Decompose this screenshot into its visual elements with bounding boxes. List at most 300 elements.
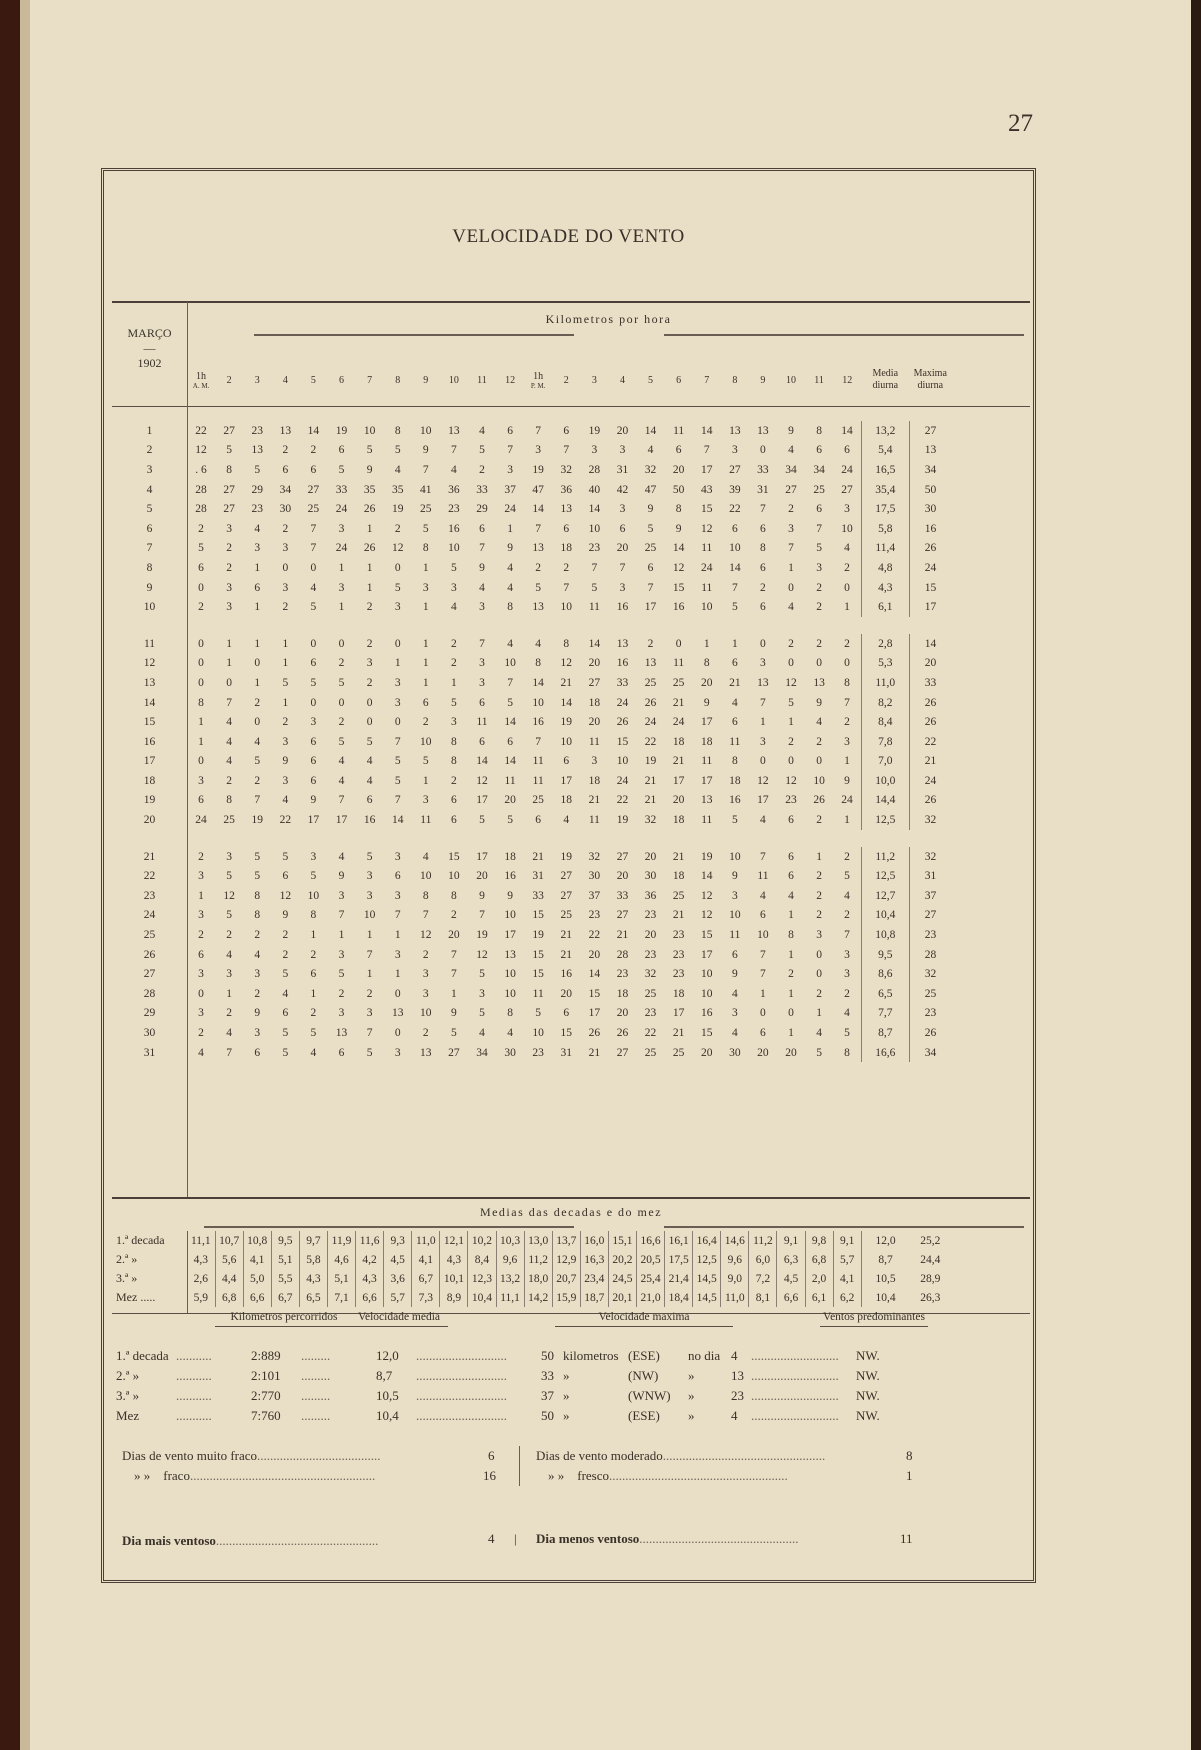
hour-cell: 32	[644, 968, 657, 981]
hour-cell: 3	[731, 444, 738, 457]
hour-cell: 5	[282, 1027, 289, 1040]
table-row	[112, 984, 951, 1004]
hour-cell: 10	[363, 424, 376, 437]
hour-cell: 6	[254, 1046, 261, 1059]
hour-cell: 3	[844, 503, 850, 516]
hour-cell: 25	[532, 794, 544, 807]
hour-cell: 1	[226, 987, 233, 1000]
hour-cell: 1	[198, 889, 204, 902]
hour-cell: 5	[816, 542, 822, 555]
day-cell: 21	[143, 850, 156, 863]
hour-cell: 1	[451, 987, 457, 1000]
summary-direction: (NW)	[628, 1368, 659, 1383]
hour-cell: 6	[788, 814, 794, 827]
hour-cell: 5	[451, 696, 457, 709]
month-label: MARÇO — 1902	[127, 326, 172, 370]
hour-cell: 13	[448, 424, 460, 437]
hour-cell: 9	[647, 503, 654, 516]
hour-cell: 4	[254, 735, 261, 748]
table-row	[112, 441, 951, 461]
hour-cell: 3	[479, 987, 485, 1000]
average-cell: 11,6	[356, 1231, 384, 1250]
hour-cell: 7	[226, 696, 233, 709]
average-cell: 15,9	[552, 1288, 580, 1307]
dia-menos-ventoso-value: 11	[900, 1531, 913, 1546]
average-cell: 16,4	[693, 1231, 721, 1250]
hour-cell: 2	[282, 444, 289, 457]
hour-cell: 31	[560, 1046, 573, 1059]
media-cell: 10,4	[861, 906, 909, 926]
hour-cell: 14	[476, 755, 488, 768]
table-row	[112, 847, 951, 867]
average-cell: 26,3	[920, 1291, 941, 1304]
day-cell: 1	[146, 424, 153, 437]
hour-cell: 7	[788, 542, 794, 555]
hour-cell: 9	[366, 463, 373, 476]
hour-cell: 1	[254, 676, 261, 689]
hour-cell: 7	[394, 794, 401, 807]
hour-cell: 1	[703, 637, 710, 650]
average-cell: 8,9	[440, 1288, 468, 1307]
hour-cell: 32	[560, 463, 573, 476]
hour-cell: 7	[647, 581, 654, 594]
hour-cell: 23	[588, 542, 601, 555]
hour-cell: 5	[422, 755, 429, 768]
hour-cell: 6	[760, 601, 766, 614]
hour-cell: 24	[335, 503, 348, 516]
dia-menos-ventoso: Dia menos ventoso.................................................	[536, 1531, 799, 1546]
hour-cell: 5	[394, 581, 401, 594]
hour-cell: 6	[310, 968, 317, 981]
hour-cell: 7	[394, 909, 401, 922]
hour-cell: 6	[816, 503, 822, 516]
hour-cell: 10	[729, 909, 741, 922]
hour-cell: 33	[335, 483, 348, 496]
hour-cell: 8	[844, 676, 850, 689]
hour-cell: 7	[507, 676, 513, 689]
count-fraco: » » fraco.........................................................	[134, 1468, 376, 1483]
average-cell: 25,4	[637, 1269, 665, 1288]
hour-cell: 2	[816, 581, 822, 594]
hour-cell: 27	[729, 463, 741, 476]
hour-cell: 10	[729, 542, 741, 555]
hour-cell: 5	[366, 444, 373, 457]
hour-cell: 4	[760, 814, 766, 827]
media-cell: 16,5	[861, 460, 909, 480]
dots-4: ...........................	[751, 1348, 839, 1363]
media-cell: 6,1	[861, 597, 909, 617]
hour-cell: 3	[198, 774, 204, 787]
hour-cell: 20	[672, 463, 685, 476]
maxima-cell: 34	[909, 1043, 951, 1063]
hour-cell: 21	[560, 929, 573, 942]
average-cell: 10,2	[468, 1231, 496, 1250]
units-header: Kilometros por hora	[545, 312, 672, 326]
hour-cell: 26	[644, 696, 657, 709]
average-cell: 6,1	[805, 1288, 833, 1307]
hour-cell: 25	[672, 1046, 685, 1059]
hour-cell: 1	[310, 987, 317, 1000]
hour-cell: 11	[673, 424, 685, 437]
dots-2: .........	[301, 1348, 331, 1363]
average-cell: 4,1	[412, 1250, 440, 1269]
maxima-header: Maxima diurna	[913, 368, 947, 391]
hour-cell: 10	[532, 696, 544, 709]
hour-cell: 15	[532, 968, 544, 981]
hour-cell: 2	[366, 676, 373, 689]
hour-cell: 16	[729, 794, 741, 807]
table-row	[112, 1004, 951, 1024]
hour-cell: 6	[479, 696, 485, 709]
hour-cell: 7	[844, 929, 850, 942]
hour-cell: 9	[731, 968, 738, 981]
hour-cell: 6	[282, 463, 289, 476]
hour-cell: 10	[700, 968, 713, 981]
table-row	[112, 480, 951, 500]
average-cell: 21,4	[665, 1269, 693, 1288]
hour-cell: 5	[198, 542, 204, 555]
hour-cell: 0	[366, 716, 373, 729]
media-cell: 2,8	[861, 634, 909, 654]
hour-cell: 27	[616, 909, 629, 922]
average-cell: 17,5	[665, 1250, 693, 1269]
hour-cell: 36	[560, 483, 573, 496]
day-cell: 2	[146, 444, 153, 457]
hour-cell: 7	[591, 561, 598, 574]
hour-cell: 2	[844, 987, 850, 1000]
hour-cell: 6	[760, 561, 766, 574]
hour-cell: 7	[394, 735, 401, 748]
hour-cell: 4	[422, 850, 429, 863]
hour-cell: 2	[535, 561, 542, 574]
hour-cell: 0	[198, 676, 204, 689]
hour-cell: 1	[226, 657, 233, 670]
average-cell: 14,5	[693, 1288, 721, 1307]
hour-cell: 12	[560, 657, 573, 670]
hour-cell: 10	[504, 987, 516, 1000]
hour-cell: 9	[479, 561, 485, 574]
hour-cell: 13	[532, 601, 544, 614]
hour-cell: 1	[394, 968, 401, 981]
hour-cell: 23	[672, 929, 685, 942]
hour-cell: 17	[307, 814, 320, 827]
day-cell: 31	[143, 1046, 156, 1059]
hour-cell: 10	[420, 870, 432, 883]
hour-cell: 31	[757, 483, 769, 496]
hour-cell: 0	[394, 637, 401, 650]
average-cell: 2,0	[805, 1269, 833, 1288]
hour-cell: 1	[226, 637, 233, 650]
hour-cell: 5	[394, 774, 401, 787]
hour-cell: 2	[282, 522, 289, 535]
hour-cell: 1	[816, 850, 822, 863]
maxima-cell: 37	[909, 886, 951, 906]
table-row	[112, 1043, 951, 1063]
summary-media: 8,7	[376, 1368, 393, 1383]
hour-cell: 2	[226, 929, 233, 942]
hour-cell: 25	[223, 814, 235, 827]
hour-cell: 36	[448, 483, 460, 496]
hour-cell: 5	[394, 755, 401, 768]
maxima-cell: 31	[909, 866, 951, 886]
summary-no-dia: »	[688, 1408, 695, 1423]
averages-header: Medias das decadas e do mez	[479, 1205, 663, 1219]
hour-cell: 5	[451, 561, 457, 574]
hour-cell: 15	[616, 735, 629, 748]
hour-cell: 0	[310, 696, 317, 709]
table-row	[112, 771, 951, 791]
hour-cell: 21	[672, 696, 685, 709]
hour-cell: 8	[310, 909, 317, 922]
decade-gap	[112, 617, 951, 634]
dots-2: .........	[301, 1408, 331, 1423]
hour-cell: 9	[507, 889, 513, 902]
hour-cell: 4	[788, 444, 794, 457]
hour-cell: 15	[532, 909, 544, 922]
hour-cell: 19	[391, 503, 404, 516]
maxima-cell: 28	[909, 945, 951, 965]
hour-cell: 19	[532, 463, 544, 476]
hour-cell: 7	[366, 948, 373, 961]
hour-cell: 6	[310, 735, 317, 748]
hour-cell: 4	[731, 696, 738, 709]
hour-cell: 3	[619, 503, 626, 516]
average-cell: 16,1	[665, 1231, 693, 1250]
hour-cell: 9	[451, 1007, 457, 1020]
hour-cell: 6	[451, 814, 457, 827]
summary-vento: NW.	[856, 1388, 880, 1403]
hour-cell: 13	[757, 676, 769, 689]
hour-cell: 25	[644, 676, 657, 689]
dots-3: ............................	[416, 1348, 507, 1363]
averages-brace-left	[204, 1226, 574, 1228]
hour-cell: 6	[563, 1007, 570, 1020]
hour-cell: 6	[310, 774, 317, 787]
hour-cell: 0	[394, 987, 401, 1000]
hour-cell: 3	[760, 657, 766, 670]
summary-media: 12,0	[376, 1348, 399, 1363]
dots-3: ............................	[416, 1388, 507, 1403]
hour-cell: 1	[422, 561, 429, 574]
hour-cell: 4	[507, 561, 513, 574]
hour-cell: 10	[504, 909, 516, 922]
summary-label: 2.ª »	[116, 1368, 140, 1383]
hour-cell: 4	[394, 463, 401, 476]
average-row	[112, 1231, 951, 1250]
hour-cell: 9	[254, 1007, 261, 1020]
hour-cell: 19	[588, 424, 601, 437]
hour-cell: 20	[560, 987, 573, 1000]
average-cell: 2,6	[187, 1269, 215, 1288]
hour-cell: 37	[588, 889, 601, 902]
hour-cell: 9	[338, 870, 345, 883]
media-cell: 8,7	[861, 1023, 909, 1043]
hour-cell: 4	[226, 948, 233, 961]
hour-cell: 18	[672, 735, 685, 748]
hour-cell: 8	[422, 542, 429, 555]
media-cell: 12,5	[861, 810, 909, 830]
summary-direction: (ESE)	[628, 1348, 660, 1363]
hour-cell: 11	[701, 581, 713, 594]
day-cell: 18	[143, 774, 156, 787]
hour-cell: 4	[226, 716, 233, 729]
table-row	[112, 866, 951, 886]
hour-cell: 28	[616, 948, 629, 961]
hour-cell: 7	[451, 968, 457, 981]
table-row	[112, 499, 951, 519]
hour-cell: 2	[816, 637, 822, 650]
hour-cell: 2	[338, 987, 345, 1000]
hour-cell: 13	[420, 1046, 432, 1059]
average-cell: 3,6	[384, 1269, 412, 1288]
media-cell: 11,0	[861, 673, 909, 693]
hour-cell: 8	[788, 929, 794, 942]
average-cell: 5,5	[271, 1269, 299, 1288]
hour-cell: 2	[254, 987, 261, 1000]
dia-mais-ventoso-value: 4	[488, 1531, 495, 1546]
day-cell: 22	[143, 870, 156, 883]
maxima-cell: 25	[909, 984, 951, 1004]
hour-cell: 6	[507, 424, 513, 437]
hour-cell: 17	[672, 774, 685, 787]
hour-cell: 21	[560, 676, 573, 689]
average-cell: 9,3	[384, 1231, 412, 1250]
hour-cell: 2	[282, 948, 289, 961]
hour-cell: 27	[223, 503, 235, 516]
hour-cell: 1	[366, 968, 373, 981]
hour-cell: 23	[251, 424, 263, 437]
summary-no-dia: »	[688, 1388, 695, 1403]
hour-header: 11	[814, 374, 824, 386]
hour-cell: 5	[282, 850, 289, 863]
hour-cell: 24	[616, 774, 629, 787]
day-cell: 11	[143, 637, 156, 650]
hour-header: 4	[282, 374, 288, 386]
hour-cell: 2	[451, 657, 457, 670]
hour-cell: 4	[198, 1046, 204, 1059]
units-brace-right	[664, 334, 1024, 336]
hour-cell: 0	[198, 755, 204, 768]
table-row	[112, 558, 951, 578]
hour-cell: 17	[588, 1007, 601, 1020]
hour-cell: 25	[307, 503, 320, 516]
hour-cell: 8	[563, 637, 570, 650]
hour-cell: 24	[841, 463, 853, 476]
average-cell: 24,4	[920, 1253, 941, 1266]
count-fresco-value: 1	[906, 1468, 913, 1483]
hour-cell: 27	[448, 1046, 460, 1059]
hour-cell: 20	[588, 657, 601, 670]
decade-gap	[112, 830, 951, 847]
extremes-separator: |	[514, 1531, 517, 1546]
hour-cell: 14	[391, 814, 404, 827]
hour-cell: 4	[479, 424, 485, 437]
hour-cell: 0	[338, 637, 345, 650]
hour-cell: 18	[560, 794, 573, 807]
media-cell: 8,4	[861, 712, 909, 732]
hour-header: 3	[591, 374, 597, 386]
hour-cell: 32	[644, 814, 657, 827]
hour-cell: 4	[788, 601, 794, 614]
hour-cell: 29	[251, 483, 263, 496]
hour-cell: 4	[844, 542, 850, 555]
hour-cell: 8	[844, 1046, 850, 1059]
hour-cell: 7	[535, 735, 542, 748]
hour-cell: 4	[338, 755, 345, 768]
average-cell: 6,5	[299, 1288, 327, 1307]
average-cell: 4,2	[356, 1250, 384, 1269]
summary-km: 7:760	[251, 1408, 281, 1423]
count-moderado-value: 8	[906, 1448, 913, 1463]
hour-cell: 12	[700, 909, 713, 922]
hour-cell: 9	[479, 889, 485, 902]
average-row	[112, 1250, 951, 1269]
hour-cell: 27	[560, 870, 573, 883]
dots-3: ............................	[416, 1408, 507, 1423]
media-cell: 5,4	[861, 441, 909, 461]
hour-cell: 6	[563, 424, 570, 437]
average-label: 1.ª decada	[116, 1233, 165, 1247]
hour-cell: 15	[588, 987, 601, 1000]
dots-1: ...........	[176, 1348, 212, 1363]
maxima-cell: 27	[909, 421, 951, 441]
media-cell: 7,7	[861, 1004, 909, 1024]
hour-cell: 14	[700, 870, 713, 883]
hour-cell: 3	[394, 850, 401, 863]
hour-cell: 16	[616, 657, 629, 670]
hour-cell: 2	[816, 735, 822, 748]
hour-cell: 23	[644, 909, 657, 922]
hour-cell: 10	[448, 870, 460, 883]
hour-cell: 3	[422, 581, 429, 594]
hour-cell: 5	[816, 1046, 822, 1059]
hour-cell: 3	[394, 601, 401, 614]
hour-cell: 0	[394, 561, 401, 574]
hour-cell: 2	[366, 637, 373, 650]
hour-cell: 5	[507, 814, 513, 827]
hour-cell: 7	[310, 522, 317, 535]
hour-header: 8	[732, 374, 738, 386]
hour-cell: 4	[844, 889, 850, 902]
summary-vento: NW.	[856, 1368, 880, 1383]
hour-cell: 8	[535, 657, 542, 670]
hour-cell: 0	[310, 637, 317, 650]
hour-cell: 3	[198, 968, 204, 981]
hour-cell: 16	[560, 968, 573, 981]
summary-no-dia: »	[688, 1368, 695, 1383]
average-cell: 5,7	[833, 1250, 861, 1269]
table-row	[112, 460, 951, 480]
hour-cell: 15	[560, 1027, 573, 1040]
hour-cell: 31	[532, 870, 544, 883]
maxima-cell: 26	[909, 712, 951, 732]
hour-cell: 3	[788, 522, 794, 535]
average-cell: 12,0	[875, 1234, 896, 1247]
hour-cell: 5	[535, 1007, 542, 1020]
table-row	[112, 810, 951, 830]
table-row	[112, 886, 951, 906]
hour-cell: 3	[366, 1007, 373, 1020]
hour-cell: 39	[729, 483, 741, 496]
table-row	[112, 752, 951, 772]
hour-cell: 2	[788, 968, 794, 981]
summary-max: 33	[541, 1368, 554, 1383]
hour-cell: 7	[703, 444, 710, 457]
hour-cell: 7	[366, 1027, 373, 1040]
hour-cell: 37	[504, 483, 516, 496]
hour-cell: 27	[841, 483, 853, 496]
hour-cell: 12	[785, 676, 797, 689]
